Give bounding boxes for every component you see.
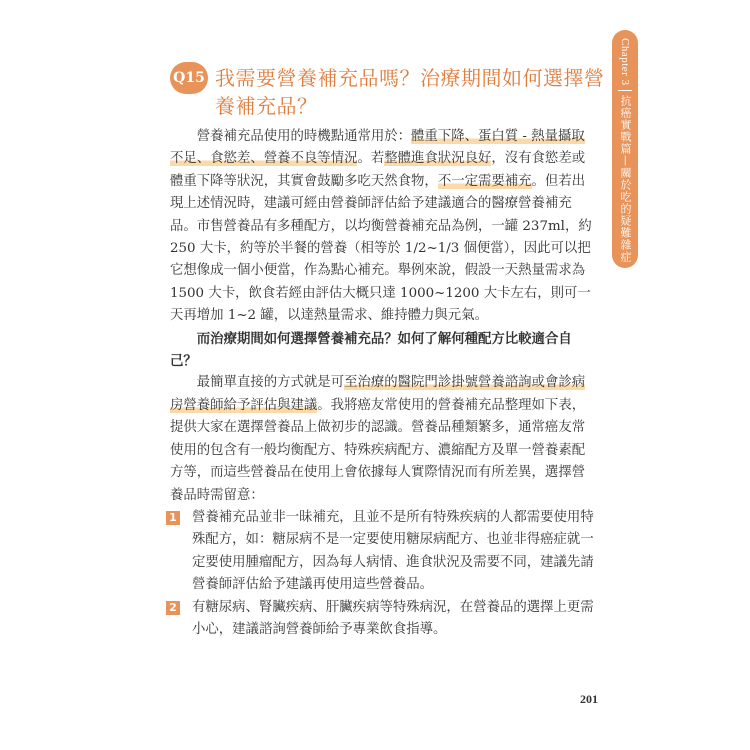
question-title: 我需要營養補充品嗎？治療期間如何選擇營養補充品？ xyxy=(215,66,605,118)
notes-list xyxy=(170,507,598,641)
text-run: ，沒有食慾差或體重下降等狀況，其實會鼓勵多吃天然食物， xyxy=(170,151,586,189)
highlight-text: 不一定需要補充 xyxy=(437,173,532,189)
paragraph-subheading: 而治療期間如何選擇營養補充品？如何了解何種配方比較適合自己？ xyxy=(170,330,572,370)
tab-divider xyxy=(618,90,632,91)
page-number: 201 xyxy=(580,692,598,706)
list-item-text: 營養補充品並非一昧補充，且並不是所有特殊疾病的人都需要使用特殊配方，如：糖尿病不是一定要使用糖尿病配方、也並非得癌症就一定要使用腫瘤配方，因為每人病情、進食狀況及需要不同，建議先請營養師評估給予建議再使用這些營養品。 xyxy=(192,509,594,593)
highlight-text: 整體進食狀況良好 xyxy=(384,151,492,167)
question-number-badge: Q15 xyxy=(170,62,208,94)
chapter-label: Chapter 3 xyxy=(619,38,631,86)
list-item-text: 有糖尿病、腎臟疾病、肝臟疾病等特殊病況，在營養品的選擇上更需小心，建議諮詢營養師給予專業飲食指導。 xyxy=(192,599,594,637)
paragraph-intro xyxy=(170,126,598,328)
list-number-badge: 2 xyxy=(166,601,180,615)
text-run: 營養補充品使用的時機點通常用於： xyxy=(196,129,412,144)
chapter-side-tab xyxy=(612,30,638,268)
highlight-text: 體重下降、蛋白質 - 熱量攝取不足、食慾差、營養不良等情況 xyxy=(170,129,585,167)
list-item xyxy=(166,507,598,597)
paragraph-advice xyxy=(170,372,598,506)
text-run: 。但若出現上述情況時，建議可經由營養師評估給予建議適合的醫療營養補充品。市售營養品有多種配方，以均衡營養補充品為例，一罐 237ml，約 250 大卡，約等於半餐的營養（相等於 1/2~1/3 個便當），因此可以把它想像成一個小便當，作為點心補充。舉例來說，假設一天熱量需求為 1500 大卡，飲食若經由評估大概只達 1000~1200 大卡左右，則可一天再增加 1~2 罐，以達熱量需求、維持體力與元氣。 xyxy=(170,173,592,324)
text-run: 。我將癌友常使用的營養補充品整理如下表，提供大家在選擇營養品上做初步的認識。營養品種類繁多，通常癌友常使用的包含有一般均衡配方、特殊疾病配方、濃縮配方及單一營養素配方等，而這些營養品在使用上會依據每人實際情況而有所差異，選擇營養品時需留意： xyxy=(170,397,586,503)
highlight-text: 至治療的醫院門診掛號營養諮詢或會診病房營養師給予評估與建議 xyxy=(170,375,586,413)
chapter-title: 抗癌實戰篇—關於吃的疑難雜症 xyxy=(619,94,632,263)
list-number-badge: 1 xyxy=(166,511,180,525)
body-content xyxy=(170,126,598,641)
text-run: 最簡單直接的方式就是可 xyxy=(196,375,345,391)
list-item xyxy=(166,597,598,642)
text-run: 。若 xyxy=(357,151,385,167)
